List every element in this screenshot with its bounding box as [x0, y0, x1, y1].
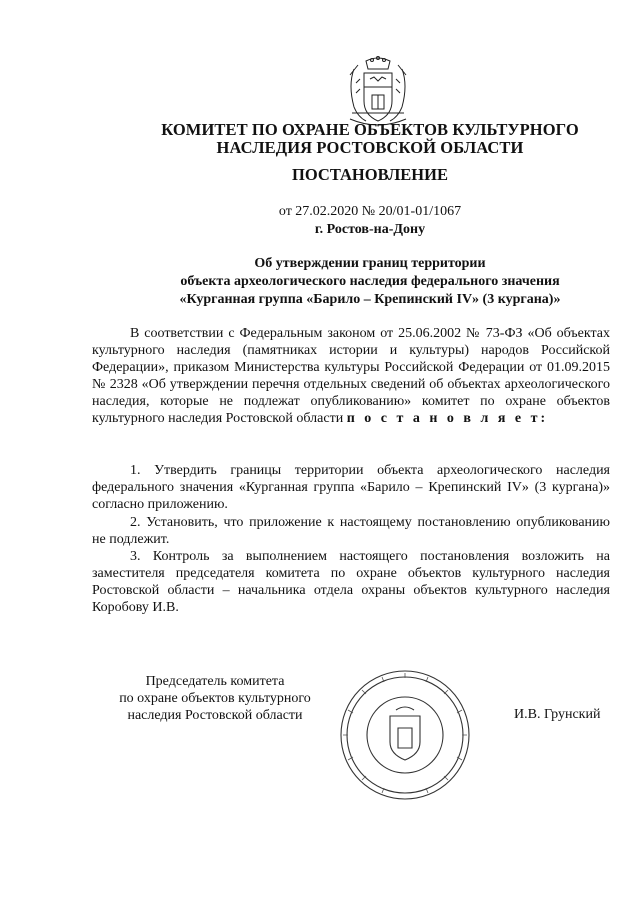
position-line1: Председатель комитета — [145, 674, 285, 689]
committee-title-line1: КОМИТЕТ ПО ОХРАНЕ ОБЪЕКТОВ КУЛЬТУРНОГО — [161, 120, 579, 139]
subject-line2: объекта археологического наследия федерального значения — [180, 274, 560, 289]
item-3: 3. Контроль за выполнением настоящего постановления возложить на заместителя председателя комитета по охране объектов культурного наследия Ростовской области – начальника отдела охраны объектов культурного наследия Коробову И.В. — [92, 549, 610, 615]
city: г. Ростов-на-Дону — [314, 222, 426, 237]
official-seal-icon — [338, 668, 472, 802]
position-line3: наследия Ростовской области — [127, 708, 303, 723]
signatory-name: И.В. Грунский — [514, 707, 601, 722]
position-line2: по охране объектов культурного — [119, 691, 311, 706]
resolves-word: п о с т а н о в л я е т: — [346, 411, 549, 426]
committee-title-line2: НАСЛЕДИЯ РОСТОВСКОЙ ОБЛАСТИ — [216, 138, 524, 157]
document-type: ПОСТАНОВЛЕНИЕ — [292, 165, 448, 184]
signatory-position — [90, 673, 340, 724]
subject-line1: Об утверждении границ территории — [254, 256, 486, 271]
item-1: 1. Утвердить границы территории объекта археологического наследия федерального значения «Курганная группа «Барило – Крепинский IV» (3 кургана)» согласно приложению. — [92, 463, 610, 512]
date-number: от 27.02.2020 № 20/01-01/1067 — [278, 204, 462, 219]
preamble-paragraph — [92, 325, 610, 427]
preamble-text: В соответствии с Федеральным законом от 25.06.2002 № 73-ФЗ «Об объектах культурного наследия (памятниках истории и культуры) народов Российской Федерации», приказом Министерства культуры Российской Федерации от 01.09.2015 № 2328 «Об утверждении перечня отдельных сведений об объектах археологического наследия, которые не подлежат опубликованию» комитет по охране объектов культурного наследия Ростовской области — [92, 326, 610, 426]
item-2: 2. Установить, что приложение к настоящему постановлению опубликованию не подлежит. — [92, 515, 610, 547]
subject-line3: «Курганная группа «Барило – Крепинский IV» (3 кургана)» — [179, 292, 561, 307]
